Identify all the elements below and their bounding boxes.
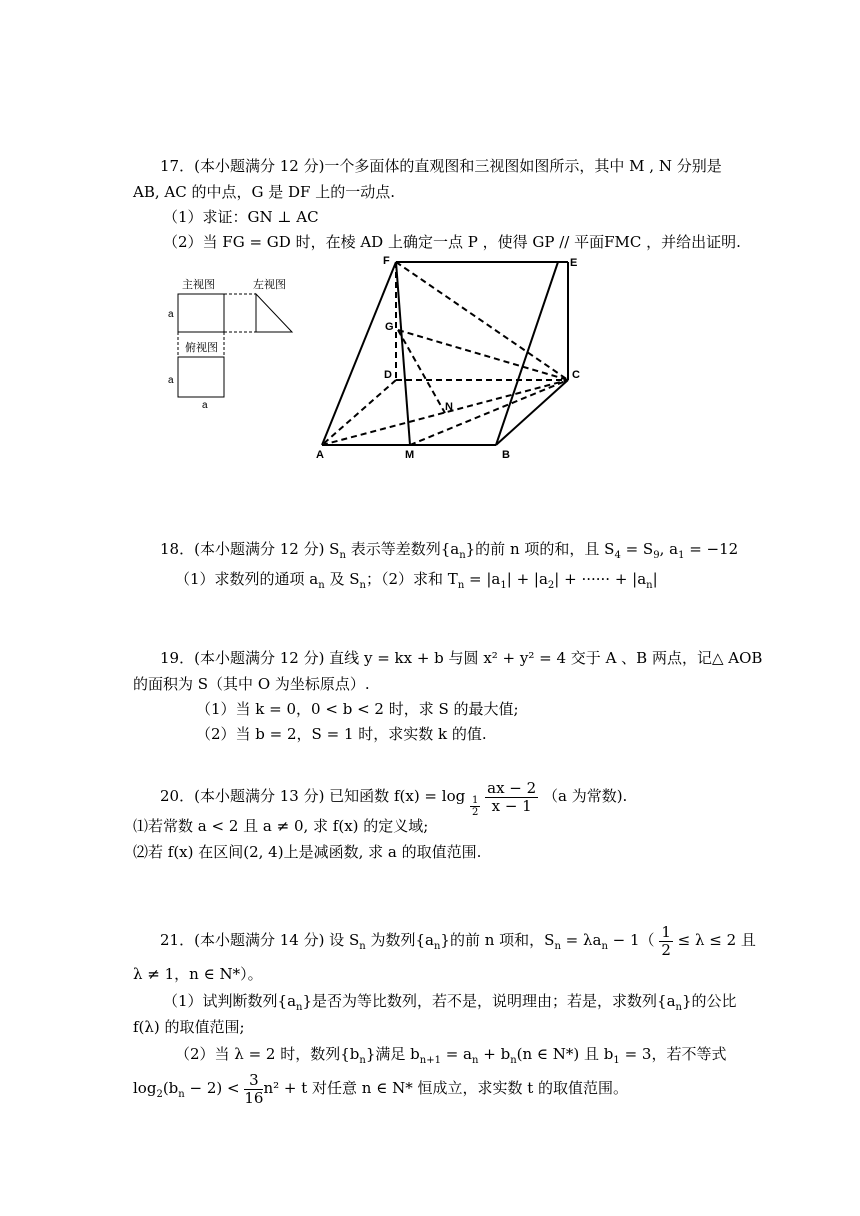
vertex-label: A bbox=[316, 449, 324, 461]
dimension-label: a bbox=[168, 375, 174, 386]
polyhedron-figure bbox=[310, 250, 590, 465]
front-view-rect bbox=[178, 294, 224, 332]
q21-line2: λ ≠ 1，n ∈ N*）。 bbox=[133, 965, 263, 983]
q19-line2: 的面积为 S（其中 O 为坐标原点）. bbox=[133, 675, 370, 693]
three-views-figure bbox=[160, 275, 300, 415]
q19-line1: 19．(本小题满分 12 分) 直线 y = kx + b 与圆 x² + y² = 4 交于 A 、B 两点，记△ AOB bbox=[160, 649, 763, 667]
vertex-label: D bbox=[384, 369, 392, 381]
vertex-label: M bbox=[405, 449, 415, 461]
vertex-label: F bbox=[383, 255, 390, 267]
dimension-label: a bbox=[202, 400, 208, 411]
vertex-label: G bbox=[385, 321, 394, 333]
q21-part1-line1: （1）试判断数列$\{a_n\}$是否为等比数列，若不是，说明理由；若是，求数列$\{a_n\}$的公比 bbox=[163, 992, 737, 1013]
q20-part1: ⑴若常数 a < 2 且 a ≠ 0, 求 f(x) 的定义域; bbox=[133, 817, 429, 835]
q21-part1-line2: f(λ) 的取值范围; bbox=[133, 1018, 245, 1036]
q18-line2: （1）求数列的通项 $a_n$ 及 $S_n$；（2）求和 $T_n = |a_1| + |a_2|$ + ······ + $|a_n|$ bbox=[175, 570, 658, 591]
three-sixteenths-fraction: $\frac{3}{16}$ bbox=[244, 1070, 264, 1107]
vertex-label: N bbox=[445, 401, 453, 413]
top-view-rect bbox=[178, 357, 224, 397]
q21-part2-line2: $\log_2(b_n - 2)$ < $\frac{3}{16}$ n² + t 对任意 n ∈ N* 恒成立，求实数 t 的取值范围。 bbox=[133, 1070, 629, 1107]
vertex-label: E bbox=[570, 257, 578, 269]
function-fraction: $\frac{ax - 2}{x - 1}$ bbox=[487, 778, 537, 815]
vertex-label: C bbox=[572, 369, 580, 381]
q18-line1: 18．(本小题满分 12 分) $S_n$ 表示等差数列$\{a_n\}$的前 n 项的和，且 $S_4 = S_9$, $a_1 = -12$ bbox=[160, 540, 739, 561]
q21-part2-line1: （2）当 λ = 2 时，数列$\{b_n\}$满足 $b_{n+1} = a_n + b_n(n$ ∈ N*) 且 $b_1 = 3$，若不等式 bbox=[175, 1045, 727, 1066]
vertex-label: B bbox=[502, 449, 510, 461]
half-fraction: $\frac{1}{2}$ bbox=[661, 922, 671, 959]
dimension-label: a bbox=[168, 309, 174, 320]
q17-part1: （1）求证：GN ⊥ AC bbox=[163, 208, 319, 226]
q19-part2: （2）当 b = 2，S = 1 时，求实数 k 的值. bbox=[196, 725, 487, 743]
front-view-label: 主视图 bbox=[182, 279, 215, 291]
q20-part2: ⑵若 f(x) 在区间(2, 4)上是减函数, 求 a 的取值范围. bbox=[133, 843, 482, 861]
log-base-fraction: $\frac{1}{2}$ bbox=[471, 795, 479, 818]
q20-line1: 20．(本小题满分 13 分) 已知函数 f(x) = log $\frac{1}{2}$ $\frac{ax - 2}{x - 1}$ （a 为常数). bbox=[160, 778, 628, 818]
q19-part1: （1）当 k = 0，0 < b < 2 时，求 S 的最大值; bbox=[196, 700, 519, 718]
q21-line1: 21．(本小题满分 14 分) 设 $S_n$ 为数列$\{a_n\}$的前 n 项和，$S_n = \lambda a_n - 1$（ $\frac{1}{2}$ ≤ λ ≤ 2 且 bbox=[160, 922, 756, 959]
q17-line1: 17．(本小题满分 12 分)一个多面体的直观图和三视图如图所示，其中 M , N 分别是 bbox=[160, 157, 722, 175]
q17-line2: AB, AC 的中点，G 是 DF 上的一动点. bbox=[133, 183, 395, 201]
q17-part2: （2）当 FG = GD 时，在棱 AD 上确定一点 P ，使得 GP // 平面FMC ，并给出证明. bbox=[163, 233, 741, 251]
side-view-label: 左视图 bbox=[253, 279, 286, 291]
side-view-triangle bbox=[256, 294, 292, 332]
top-view-label: 俯视图 bbox=[185, 342, 218, 354]
